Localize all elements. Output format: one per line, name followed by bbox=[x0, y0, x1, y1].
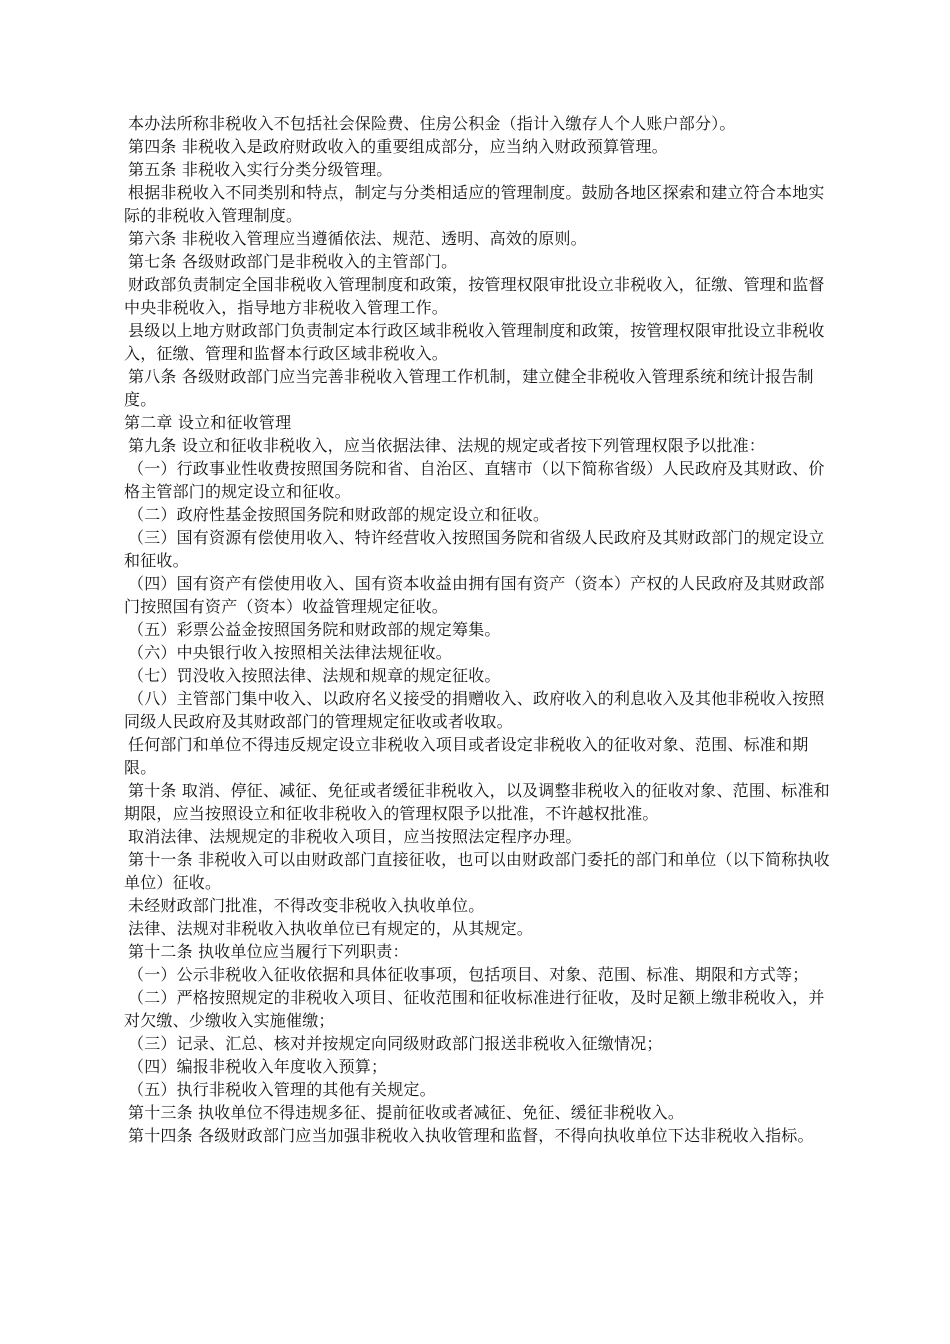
list-item: （三）国有资源有偿使用收入、特许经营收入按照国务院和省级人民政府及其财政部门的规定设立和征收。 bbox=[124, 528, 825, 570]
paragraph: 本办法所称非税收入不包括社会保险费、住房公积金（指计入缴存人个人账户部分）。 bbox=[128, 114, 736, 133]
list-item: （五）彩票公益金按照国务院和财政部的规定筹集。 bbox=[128, 620, 501, 639]
paragraph-article-7: 第七条 各级财政部门是非税收入的主管部门。 bbox=[128, 252, 458, 271]
paragraph-article-13: 第十三条 执收单位不得违规多征、提前征收或者减征、免征、缓征非税收入。 bbox=[128, 1103, 685, 1122]
paragraph-article-11: 第十一条 非税收入可以由财政部门直接征收，也可以由财政部门委托的部门和单位（以下简称执收单位）征收。 bbox=[124, 850, 830, 892]
paragraph: 根据非税收入不同类别和特点，制定与分类相适应的管理制度。鼓励各地区探索和建立符合本地实际的非税收入管理制度。 bbox=[124, 183, 825, 225]
paragraph-article-10: 第十条 取消、停征、减征、免征或者缓征非税收入，以及调整非税收入的征收对象、范围、标准和期限，应当按照设立和征收非税收入的管理权限予以批准，不许越权批准。 bbox=[124, 781, 830, 823]
list-item: （四）国有资产有偿使用收入、国有资本收益由拥有国有资产（资本）产权的人民政府及其财政部门按照国有资产（资本）收益管理规定征收。 bbox=[124, 574, 825, 616]
list-item: （三）记录、汇总、核对并按规定向同级财政部门报送非税收入征缴情况； bbox=[128, 1034, 663, 1053]
paragraph: 县级以上地方财政部门负责制定本行政区域非税收入管理制度和政策，按管理权限审批设立非税收入，征缴、管理和监督本行政区域非税收入。 bbox=[124, 321, 825, 363]
chapter-heading: 第二章 设立和征收管理 bbox=[124, 413, 292, 432]
paragraph: 未经财政部门批准，不得改变非税收入执收单位。 bbox=[128, 896, 485, 915]
paragraph-article-6: 第六条 非税收入管理应当遵循依法、规范、透明、高效的原则。 bbox=[128, 229, 587, 248]
list-item: （六）中央银行收入按照相关法律法规征收。 bbox=[128, 643, 453, 662]
list-item: （二）严格按照规定的非税收入项目、征收范围和征收标准进行征收，及时足额上缴非税收入，并对欠缴、少缴收入实施催缴； bbox=[124, 988, 825, 1030]
paragraph: 任何部门和单位不得违反规定设立非税收入项目或者设定非税收入的征收对象、范围、标准和期限。 bbox=[124, 735, 809, 777]
list-item: （七）罚没收入按照法律、法规和规章的规定征收。 bbox=[128, 666, 501, 685]
paragraph: 取消法律、法规规定的非税收入项目，应当按照法定程序办理。 bbox=[128, 827, 582, 846]
paragraph-article-5: 第五条 非税收入实行分类分级管理。 bbox=[128, 160, 393, 179]
paragraph-article-12: 第十二条 执收单位应当履行下列职责： bbox=[128, 942, 409, 961]
list-item: （五）执行非税收入管理的其他有关规定。 bbox=[128, 1080, 436, 1099]
paragraph-article-4: 第四条 非税收入是政府财政收入的重要组成部分，应当纳入财政预算管理。 bbox=[128, 137, 668, 156]
list-item: （一）公示非税收入征收依据和具体征收事项，包括项目、对象、范围、标准、期限和方式等； bbox=[128, 965, 809, 984]
paragraph-article-9: 第九条 设立和征收非税收入，应当依据法律、法规的规定或者按下列管理权限予以批准： bbox=[128, 436, 766, 455]
list-item: （一）行政事业性收费按照国务院和省、自治区、直辖市（以下简称省级）人民政府及其财政、价格主管部门的规定设立和征收。 bbox=[124, 459, 825, 501]
list-item: （二）政府性基金按照国务院和财政部的规定设立和征收。 bbox=[128, 505, 550, 524]
paragraph: 财政部负责制定全国非税收入管理制度和政策，按管理权限审批设立非税收入，征缴、管理和监督中央非税收入，指导地方非税收入管理工作。 bbox=[124, 275, 825, 317]
list-item: （八）主管部门集中收入、以政府名义接受的捐赠收入、政府收入的利息收入及其他非税收入按照同级人民政府及其财政部门的管理规定征收或者收取。 bbox=[124, 689, 825, 731]
paragraph: 法律、法规对非税收入执收单位已有规定的，从其规定。 bbox=[128, 919, 534, 938]
paragraph-article-14: 第十四条 各级财政部门应当加强非税收入执收管理和监督，不得向执收单位下达非税收入指标。 bbox=[128, 1126, 814, 1145]
paragraph-article-8: 第八条 各级财政部门应当完善非税收入管理工作机制，建立健全非税收入管理系统和统计报告制度。 bbox=[124, 367, 814, 409]
document-body bbox=[124, 112, 836, 1147]
list-item: （四）编报非税收入年度收入预算； bbox=[128, 1057, 388, 1076]
